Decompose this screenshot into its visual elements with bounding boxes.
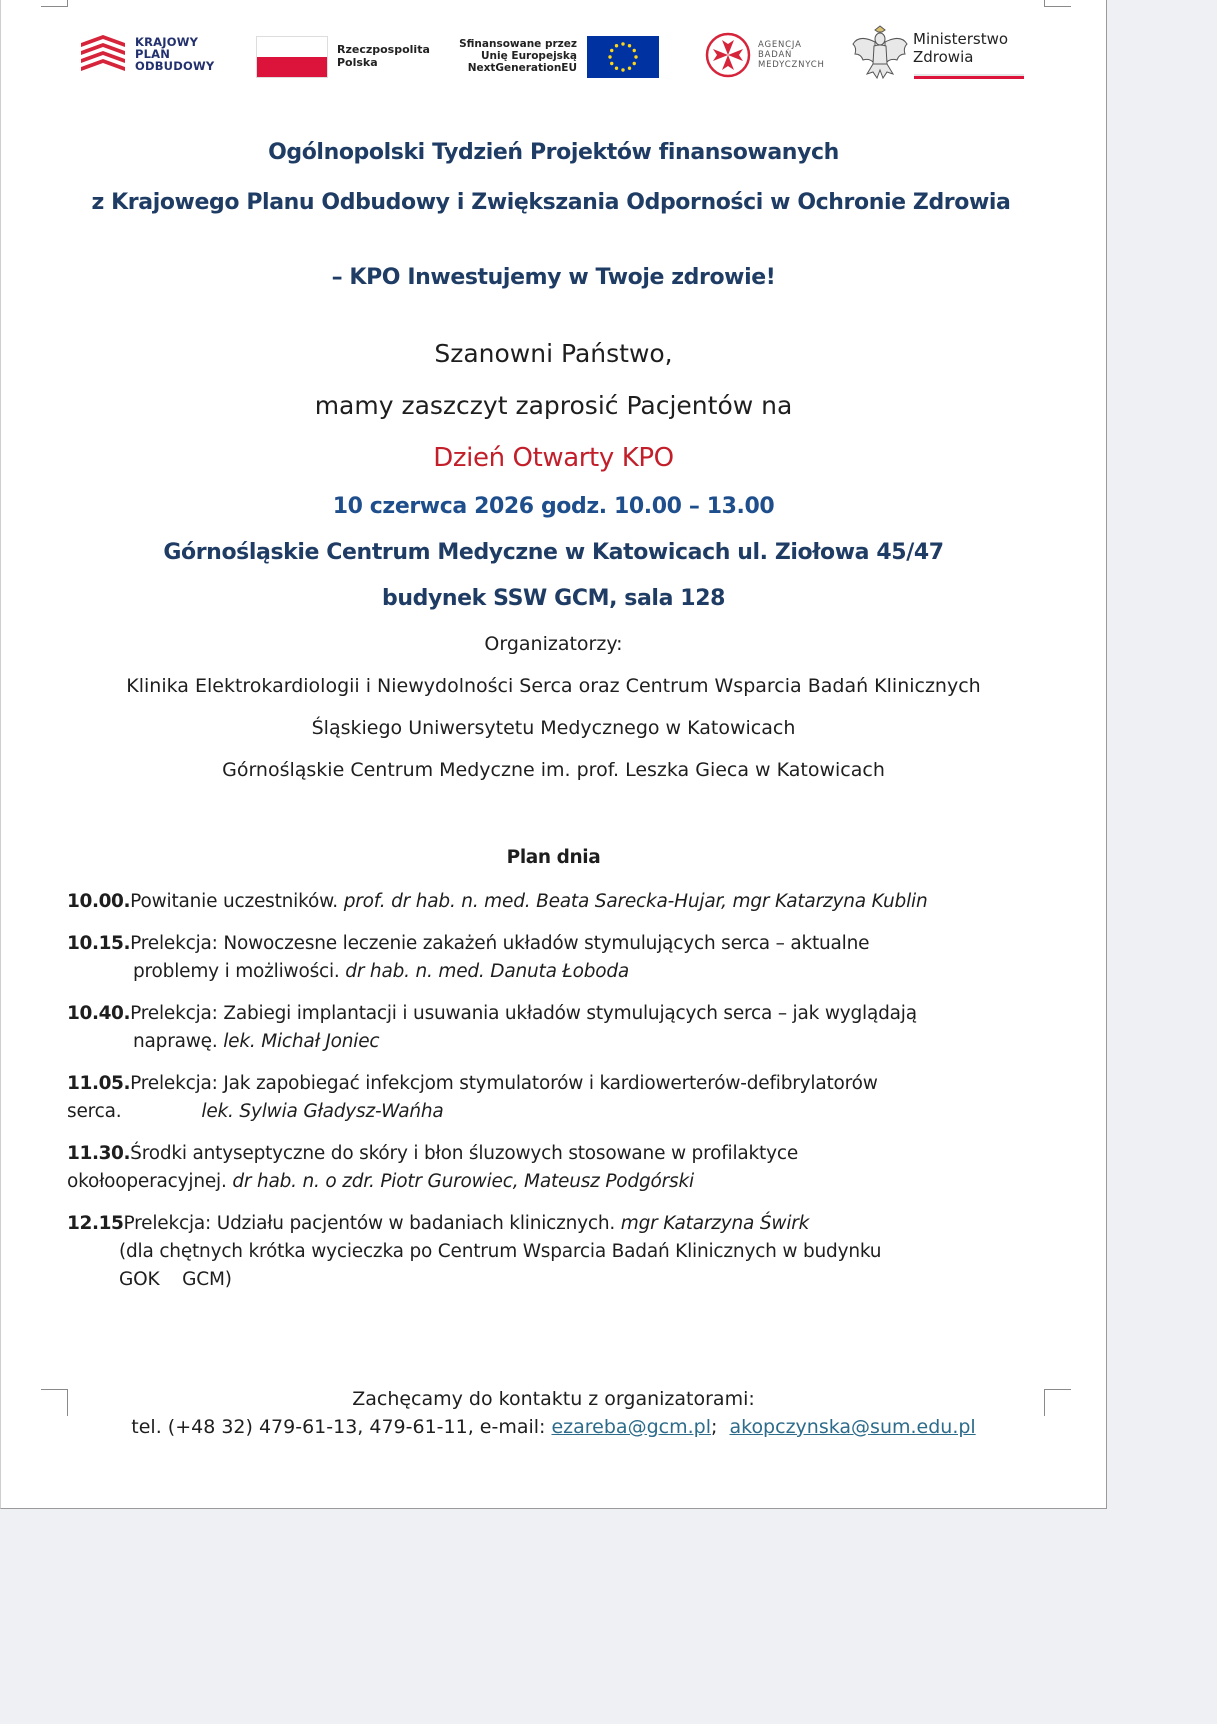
eu-star <box>615 44 618 47</box>
organizer-line-3: Górnośląskie Centrum Medyczne im. prof. Leszka Gieca w Katowicach <box>222 759 885 781</box>
title-line-3: – KPO Inwestujemy w Twoje zdrowie! <box>331 265 776 290</box>
contact-separator: ; <box>710 1416 730 1438</box>
title-line-1: Ogólnopolski Tydzień Projektów finansowanych <box>268 140 839 165</box>
eu-flag-icon <box>587 36 659 78</box>
polish-flag-icon <box>256 36 328 78</box>
plan-title: Plan dnia <box>506 847 601 868</box>
plan-item-text-cont: okołooperacyjnej. <box>67 1171 233 1192</box>
abm-logo <box>705 24 835 84</box>
eu-star <box>615 67 618 70</box>
contact-intro: Zachęcamy do kontaktu z organizatorami: <box>352 1388 755 1410</box>
eu-star <box>634 55 637 58</box>
plan-item-speakers: prof. dr hab. n. med. Beata Sarecka-Hujar, mgr Katarzyna Kublin <box>343 891 928 912</box>
plan-item <box>67 888 1037 916</box>
eu-star <box>628 44 631 47</box>
plan-item-speakers: dr hab. n. o zdr. Piotr Gurowiec, Mateusz Podgórski <box>232 1171 694 1192</box>
eu-star <box>621 68 624 71</box>
plan-item-text-cont: serca. <box>67 1101 122 1122</box>
plan-item-text-cont2: GOK GCM) <box>119 1269 232 1290</box>
abm-logo-line2: BADAŃ <box>758 50 793 60</box>
rp-logo-line1: Rzeczpospolita <box>337 43 430 56</box>
kpo-logo <box>81 24 241 84</box>
eu-star <box>633 62 636 65</box>
contact-details <box>1 1416 1106 1438</box>
plan-item-text-cont: (dla chętnych krótka wycieczka po Centrum Wsparcia Badań Klinicznych w budynku <box>119 1241 882 1262</box>
plan-item-speakers: lek. Sylwia Gładysz-Wańha <box>201 1101 444 1122</box>
logo-bar <box>1 24 1106 84</box>
plan-item-time: 12.15 <box>67 1213 124 1234</box>
email-link-gcm[interactable]: ezareba@gcm.pl <box>551 1416 711 1438</box>
organizer-line-2: Śląskiego Uniwersytetu Medycznego w Katowicach <box>311 717 796 739</box>
organizers-label: Organizatorzy: <box>484 633 623 655</box>
eu-funding-logo <box>453 24 663 84</box>
rp-logo-line2: Polska <box>337 56 378 69</box>
mz-logo-line2: Zdrowia <box>913 48 974 66</box>
event-date-time: 10 czerwca 2026 godz. 10.00 – 13.00 <box>332 494 775 519</box>
organizer-line-1: Klinika Elektrokardiologii i Niewydolności Serca oraz Centrum Wsparcia Badań Klinicznych <box>126 675 981 697</box>
invitation-line: mamy zaszczyt zaprosić Pacjentów na <box>314 391 793 420</box>
abm-logo-line3: MEDYCZNYCH <box>758 60 825 70</box>
title-line-2: z Krajowego Planu Odbudowy i Zwiększania Odporności w Ochronie Zdrowia <box>91 190 1011 215</box>
plan-item-speakers: lek. Michał Joniec <box>223 1031 380 1052</box>
kpo-emblem-icon <box>81 35 125 73</box>
plan-item-speakers: dr hab. n. med. Danuta Łoboda <box>345 961 630 982</box>
eu-logo-line2: Unię Europejską <box>481 50 577 62</box>
plan-item-time: 11.05. <box>67 1073 131 1094</box>
crop-mark-top-right <box>1044 0 1071 7</box>
eu-star <box>633 49 636 52</box>
eu-star <box>610 49 613 52</box>
kpo-logo-line1: KRAJOWY <box>135 35 199 49</box>
plan-item-time: 10.40. <box>67 1003 131 1024</box>
email-link-sum[interactable]: akopczynska@sum.edu.pl <box>729 1416 976 1438</box>
mz-flag-bar <box>914 74 1024 79</box>
plan-item <box>67 1000 1037 1056</box>
kpo-logo-line2: PLAN <box>135 47 171 61</box>
plan-item <box>67 1210 1037 1294</box>
eu-logo-line3: NextGenerationEU <box>467 62 577 74</box>
contact-phones: tel. (+48 32) 479-61-13, 479-61-11, e-mail: <box>131 1416 552 1438</box>
plan-item-text-cont: naprawę. <box>133 1031 224 1052</box>
plan-item-text: Powitanie uczestników. <box>130 891 344 912</box>
abm-logo-line1: AGENCJA <box>758 40 802 50</box>
plan-item-text: Prelekcja: Zabiegi implantacji i usuwania układów stymulujących serca – jak wyglądają <box>130 1003 917 1024</box>
plan-item-text-cont: problemy i możliwości. <box>133 961 346 982</box>
white-eagle-emblem-icon <box>851 24 909 80</box>
event-room: budynek SSW GCM, sala 128 <box>381 586 726 611</box>
plan-item <box>67 1070 1037 1126</box>
plan-item-text: Prelekcja: Nowoczesne leczenie zakażeń układów stymulujących serca – aktualne <box>130 933 870 954</box>
crop-mark-top-left <box>41 0 68 7</box>
plan-item-text: Prelekcja: Jak zapobiegać infekcjom stymulatorów i kardiowerterów-defibrylatorów <box>130 1073 878 1094</box>
mz-logo-line1: Ministerstwo <box>913 30 1009 48</box>
event-venue: Górnośląskie Centrum Medyczne w Katowicach ul. Ziołowa 45/47 <box>163 540 944 565</box>
rzeczpospolita-logo <box>256 24 436 84</box>
plan-item <box>67 1140 1037 1196</box>
plan-item-time: 10.00. <box>67 891 131 912</box>
plan-item-text: Środki antyseptyczne do skóry i błon śluzowych stosowane w profilaktyce <box>130 1143 799 1164</box>
eu-star <box>621 42 624 45</box>
ministerstwo-zdrowia-logo <box>851 24 1031 84</box>
eu-star <box>610 62 613 65</box>
eu-star <box>628 67 631 70</box>
plan-item-speakers: mgr Katarzyna Świrk <box>620 1213 810 1234</box>
plan-item-text: Prelekcja: Udziału pacjentów w badaniach klinicznych. <box>123 1213 621 1234</box>
greeting: Szanowni Państwo, <box>434 339 673 368</box>
eu-star <box>608 55 611 58</box>
plan-item <box>67 930 1037 986</box>
event-name: Dzień Otwarty KPO <box>433 443 674 473</box>
maltese-cross-icon <box>705 32 751 78</box>
eu-logo-line1: Sfinansowane przez <box>459 38 577 50</box>
plan-item-time: 10.15. <box>67 933 131 954</box>
kpo-logo-line3: ODBUDOWY <box>135 59 215 73</box>
plan-item-time: 11.30. <box>67 1143 131 1164</box>
